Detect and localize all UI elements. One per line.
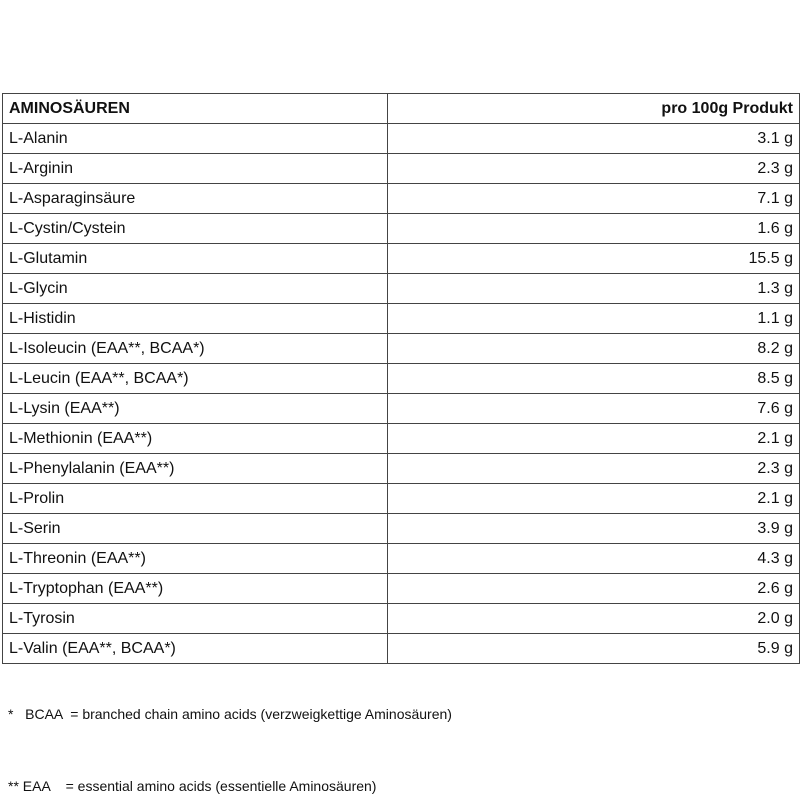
table-header-row [3,94,800,124]
amino-acid-name: L-Serin [3,514,388,544]
amino-acid-name: L-Prolin [3,484,388,514]
amino-acid-name: L-Methionin (EAA**) [3,424,388,454]
table-row [3,184,800,214]
amino-acid-amount: 2.1 g [388,424,800,454]
header-amino-acids: AMINOSÄUREN [3,94,388,124]
amino-acid-table [2,93,800,664]
table-row [3,514,800,544]
table-row [3,394,800,424]
table-row [3,214,800,244]
amino-acid-name: L-Tyrosin [3,604,388,634]
amino-acid-amount: 8.2 g [388,334,800,364]
table-row [3,124,800,154]
table-row [3,274,800,304]
amino-acid-amount: 8.5 g [388,364,800,394]
amino-acid-name: L-Histidin [3,304,388,334]
table-row [3,544,800,574]
amino-acid-amount: 2.3 g [388,454,800,484]
table-body [3,124,800,664]
amino-acid-name: L-Leucin (EAA**, BCAA*) [3,364,388,394]
amino-acid-amount: 2.6 g [388,574,800,604]
amino-acid-amount: 4.3 g [388,544,800,574]
footnote-bcaa: * BCAA = branched chain amino acids (verzweigkettige Aminosäuren) [8,706,452,722]
amino-acid-amount: 7.1 g [388,184,800,214]
amino-acid-name: L-Phenylalanin (EAA**) [3,454,388,484]
table-row [3,154,800,184]
amino-acid-name: L-Valin (EAA**, BCAA*) [3,634,388,664]
amino-acid-amount: 2.3 g [388,154,800,184]
amino-acid-name: L-Glycin [3,274,388,304]
amino-acid-name: L-Alanin [3,124,388,154]
amino-acid-name: L-Lysin (EAA**) [3,394,388,424]
table-row [3,604,800,634]
table-row [3,334,800,364]
amino-acid-name: L-Arginin [3,154,388,184]
amino-acid-name: L-Isoleucin (EAA**, BCAA*) [3,334,388,364]
amino-acid-amount: 15.5 g [388,244,800,274]
footnote-eaa: ** EAA = essential amino acids (essentielle Aminosäuren) [8,778,377,794]
amino-acid-amount: 5.9 g [388,634,800,664]
table-row [3,244,800,274]
amino-acid-name: L-Cystin/Cystein [3,214,388,244]
table-row [3,364,800,394]
amino-acid-name: L-Tryptophan (EAA**) [3,574,388,604]
amino-acid-amount: 7.6 g [388,394,800,424]
amino-acid-amount: 2.1 g [388,484,800,514]
amino-acid-amount: 3.1 g [388,124,800,154]
header-per-100g: pro 100g Produkt [388,94,800,124]
amino-acid-name: L-Asparaginsäure [3,184,388,214]
amino-acid-amount: 1.3 g [388,274,800,304]
table-row [3,304,800,334]
amino-acid-name: L-Glutamin [3,244,388,274]
amino-acid-amount: 1.6 g [388,214,800,244]
amino-acid-name: L-Threonin (EAA**) [3,544,388,574]
amino-acid-amount: 3.9 g [388,514,800,544]
table-row [3,454,800,484]
amino-acid-amount: 2.0 g [388,604,800,634]
footnotes [8,654,452,800]
table-row [3,484,800,514]
amino-acid-amount: 1.1 g [388,304,800,334]
table-row [3,424,800,454]
table-row [3,574,800,604]
